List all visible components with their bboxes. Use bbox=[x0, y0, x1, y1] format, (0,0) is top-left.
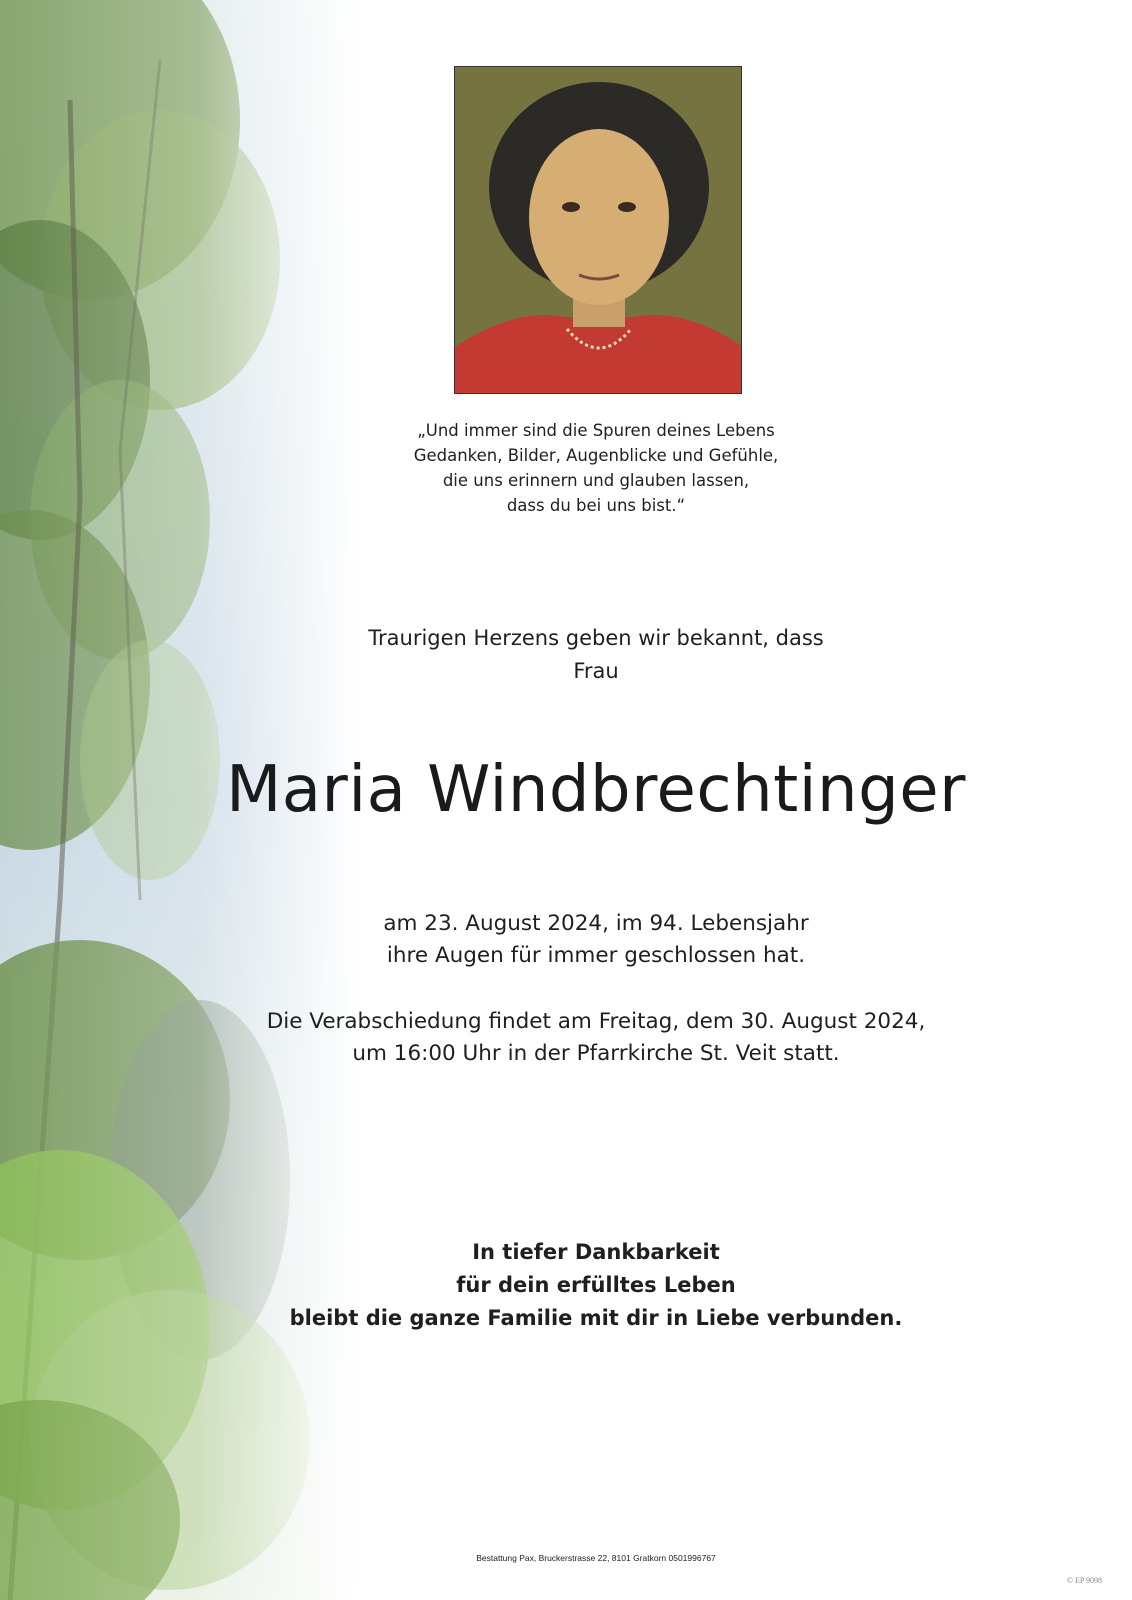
closing-line: bleibt die ganze Familie mit dir in Liebe verbunden. bbox=[289, 1306, 903, 1330]
closing-line: In tiefer Dankbarkeit bbox=[472, 1240, 720, 1264]
death-notice bbox=[250, 908, 942, 972]
closing-message bbox=[250, 1236, 942, 1335]
farewell-line: um 16:00 Uhr in der Pfarrkirche St. Veit statt. bbox=[352, 1041, 840, 1066]
template-code: © EP 9098 bbox=[1066, 1576, 1102, 1585]
memorial-quote bbox=[300, 418, 892, 518]
quote-line: die uns erinnern und glauben lassen, bbox=[442, 471, 750, 490]
death-notice-line: ihre Augen für immer geschlossen hat. bbox=[386, 943, 806, 968]
announcement bbox=[300, 622, 892, 688]
announcement-line: Traurigen Herzens geben wir bekannt, dass bbox=[368, 626, 824, 650]
farewell-details bbox=[220, 1006, 972, 1070]
death-notice-line: am 23. August 2024, im 94. Lebensjahr bbox=[383, 911, 809, 936]
announcement-line: Frau bbox=[573, 659, 619, 683]
deceased-name: Maria Windbrechtinger bbox=[226, 753, 966, 827]
portrait-photo bbox=[454, 66, 742, 394]
quote-line: „Und immer sind die Spuren deines Lebens bbox=[417, 421, 775, 440]
quote-line: Gedanken, Bilder, Augenblicke und Gefühle, bbox=[413, 446, 779, 465]
farewell-line: Die Verabschiedung findet am Freitag, dem 30. August 2024, bbox=[266, 1009, 926, 1034]
undertaker-footer: Bestattung Pax, Bruckerstrasse 22, 8101 Gratkorn 0501996767 bbox=[476, 1553, 716, 1563]
quote-line: dass du bei uns bist.“ bbox=[506, 496, 686, 515]
closing-line: für dein erfülltes Leben bbox=[456, 1273, 736, 1297]
